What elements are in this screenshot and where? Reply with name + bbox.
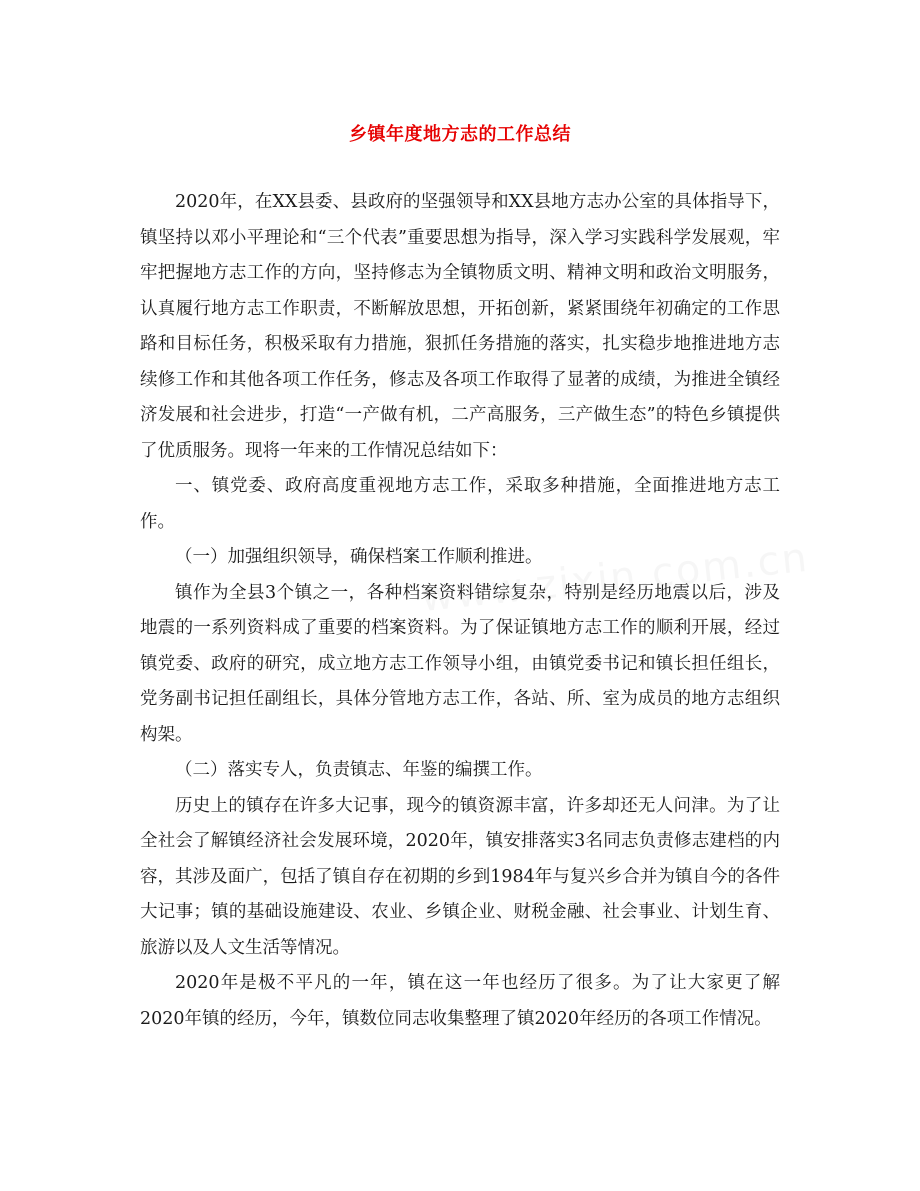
subsection-heading-1: （一）加强组织领导，确保档案工作顺利推进。: [175, 547, 543, 567]
document-body: [140, 185, 780, 1037]
paragraph-organization: 镇作为全县3个镇之一，各种档案资料错综复杂，特别是经历地震以后，涉及地震的一系列资料成了重要的档案资料。为了保证镇地方志工作的顺利开展，经过镇党委、政府的研究，成立地方志工作领导小组，由镇党委书记和镇长担任组长，党务副书记担任副组长，具体分管地方志工作，各站、所、室为成员的地方志组织构架。: [140, 582, 780, 745]
document-title: 乡镇年度地方志的工作总结: [349, 124, 571, 145]
subsection-heading-2: （二）落实专人，负责镇志、年鉴的编撰工作。: [175, 760, 543, 780]
paragraph-2020: 2020年是极不平凡的一年，镇在这一年也经历了很多。为了让大家更了解2020年镇的经历，今年，镇数位同志收集整理了镇2020年经历的各项工作情况。: [140, 973, 780, 1029]
paragraph-intro: 2020年，在XX县委、县政府的坚强领导和XX县地方志办公室的具体指导下，镇坚持以邓小平理论和“三个代表”重要思想为指导，深入学习实践科学发展观，牢牢把握地方志工作的方向，坚持修志为全镇物质文明、精神文明和政治文明服务，认真履行地方志工作职责，不断解放思想，开拓创新，紧紧围绕年初确定的工作思路和目标任务，积极采取有力措施，狠抓任务措施的落实，扎实稳步地推进地方志续修工作和其他各项工作任务，修志及各项工作取得了显著的成绩，为推进全镇经济发展和社会进步，打造“一产做有机，二产高服务，三产做生态”的特色乡镇提供了优质服务。现将一年来的工作情况总结如下：: [140, 192, 780, 461]
paragraph-history: 历史上的镇存在许多大记事，现今的镇资源丰富，许多却还无人问津。为了让全社会了解镇经济社会发展环境，2020年，镇安排落实3名同志负责修志建档的内容，其涉及面广，包括了镇自存在初期的乡到1984年与复兴乡合并为镇自今的各件大记事；镇的基础设施建设、农业、乡镇企业、财税金融、社会事业、计划生育、旅游以及人文生活等情况。: [140, 795, 780, 958]
section-heading-1: 一、镇党委、政府高度重视地方志工作，采取多种措施，全面推进地方志工作。: [140, 476, 780, 532]
